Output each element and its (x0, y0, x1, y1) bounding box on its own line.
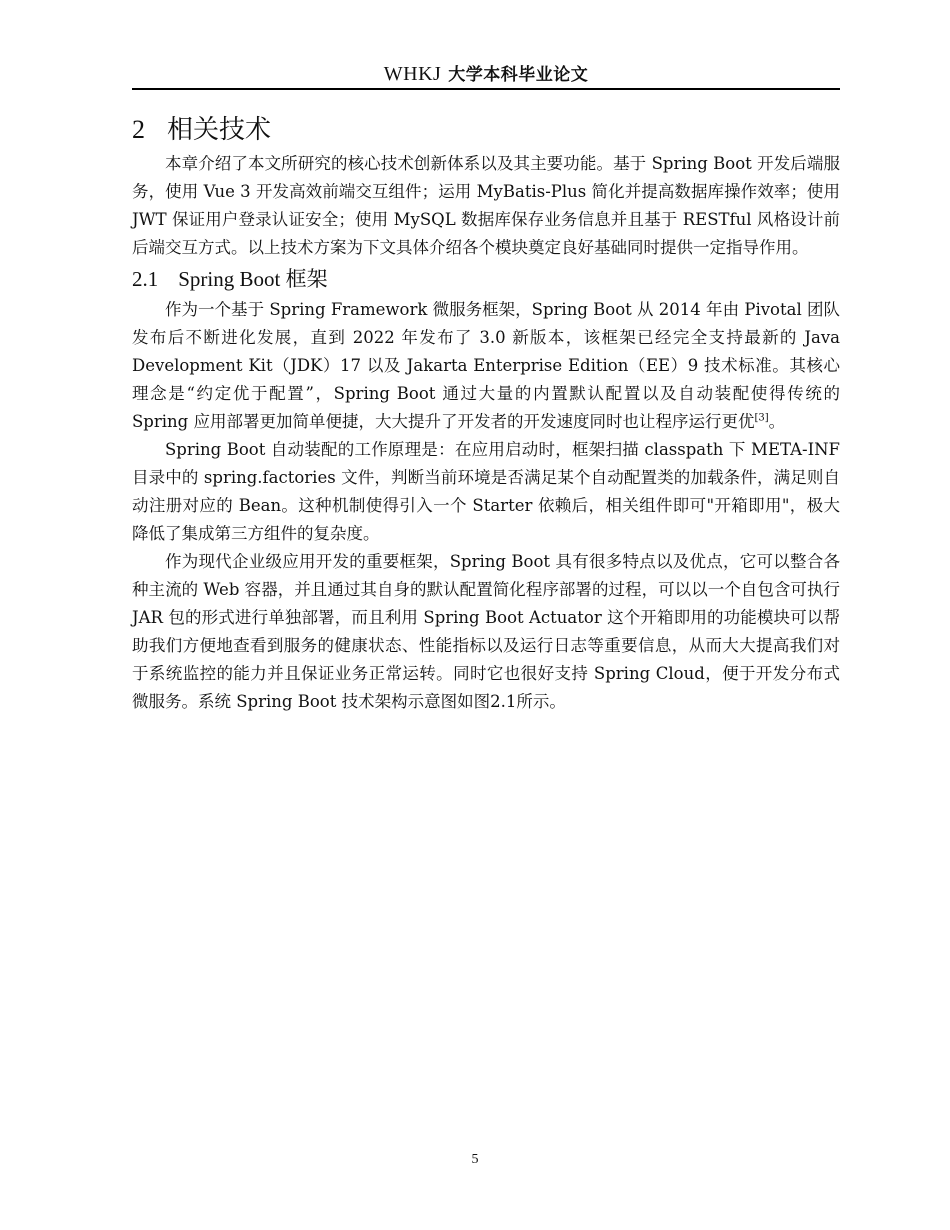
chapter-number: 2 (132, 115, 145, 144)
body-content (132, 150, 840, 716)
header-subtitle: 大学本科毕业论文 (448, 65, 589, 85)
section-number: 2.1 (132, 267, 159, 291)
running-header (132, 58, 840, 90)
section-heading (132, 262, 840, 296)
section-paragraph-2: Spring Boot 自动装配的工作原理是：在应用启动时，框架扫描 classpath 下 META-INF 目录中的 spring.factories 文件，判断当前环境是否满足某个自动配置类的加载条件，满足则自动注册对应的 Bean。这种机制使得引入一个 Starter 依赖后，相关组件即可"开箱即用"，极大降低了集成第三方组件的复杂度。 (132, 440, 840, 543)
section-paragraph-3: 作为现代企业级应用开发的重要框架，Spring Boot 具有很多特点以及优点，它可以整合各种主流的 Web 容器，并且通过其自身的默认配置简化程序部署的过程，可以以一个自包含可执行 JAR 包的形式进行单独部署，而且利用 Spring Boot Actuator 这个开箱即用的功能模块可以帮助我们方便地查看到服务的健康状态、性能指标以及运行日志等重要信息，从而大大提高我们对于系统监控的能力并且保证业务正常运转。同时它也很好支持 Spring Cloud，便于开发分布式微服务。系统 Spring Boot 技术架构示意图如图2.1所示。 (132, 552, 840, 711)
section-paragraph-1 (132, 296, 840, 436)
section-paragraph-1-end: 。 (768, 412, 786, 431)
page-number: 5 (471, 1152, 479, 1167)
chapter-intro-paragraph: 本章介绍了本文所研究的核心技术创新体系以及其主要功能。基于 Spring Boot 开发后端服务，使用 Vue 3 开发高效前端交互组件；运用 MyBatis-Plus 简化并提高数据库操作效率；使用 JWT 保证用户登录认证安全；使用 MySQL 数据库保存业务信息并且基于 RESTful 风格设计前后端交互方式。以上技术方案为下文具体介绍各个模块奠定良好基础同时提供一定指导作用。 (132, 154, 840, 257)
chapter-title: 相关技术 (167, 115, 272, 145)
chapter-heading (132, 110, 271, 150)
section-paragraph-1-text: 作为一个基于 Spring Framework 微服务框架，Spring Boot 从 2014 年由 Pivotal 团队发布后不断进化发展，直到 2022 年发布了 3.0 新版本，该框架已经完全支持最新的 Java Development Kit（JDK）17 以及 Jakarta Enterprise Edition（EE）9 技术标准。其核心理念是“约定优于配置”，Spring Boot 通过大量的内置默认配置以及自动装配使得传统的 Spring 应用部署更加简单便捷，大大提升了开发者的开发速度同时也让程序运行更优 (132, 300, 840, 431)
citation-marker: [3] (754, 412, 769, 424)
section-title: Spring Boot 框架 (178, 267, 328, 291)
header-brand: WHKJ (383, 63, 442, 85)
